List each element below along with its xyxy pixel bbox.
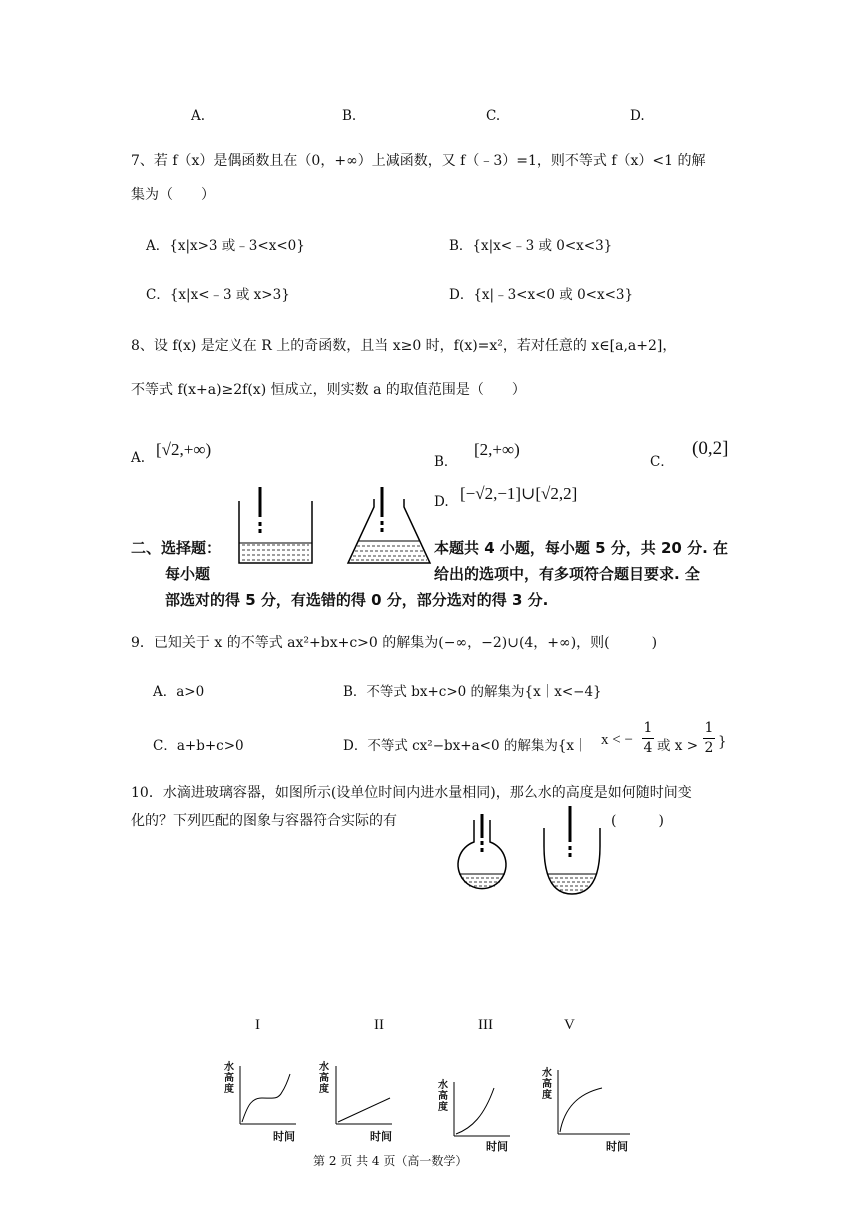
graph-label-2: II [374,1017,384,1033]
conical-flask-figure [346,487,436,569]
section-2-line2-right: 给出的选项中，有多项符合题目要求. 全 [434,565,700,583]
top-option-d: D. [630,108,645,124]
q8-stem-line1: 8、设 f(x) 是定义在 R 上的奇函数，且当 x≥0 时，f(x)=x²，若对任意的 x∈[a,a+2]， [131,338,677,354]
q7-option-b: B．{x|x<﹣3 或 0<x<3} [449,238,613,254]
q8-option-c-label: C． [650,454,674,470]
top-option-c: C. [486,108,501,124]
graph-label-4: V [564,1017,575,1033]
q8-option-b-label: B． [434,454,458,470]
graph-2-line [334,1066,394,1126]
top-option-a: A. [191,108,206,124]
page-footer: 第 2 页 共 4 页（高一数学） [313,1154,468,1168]
section-2-heading: 二、选择题： [131,539,222,557]
graph-3-y-label: 水 高 度 [438,1080,448,1113]
section-2-line1: 本题共 4 小题，每小题 5 分，共 20 分. 在 [434,539,729,557]
graph-label-3: III [478,1017,493,1033]
q8-option-b-value: [2,+∞) [474,440,520,459]
graph-2-x-label: 时间 [370,1130,392,1143]
q7-option-a: A．{x|x>3 或﹣3<x<0} [146,238,305,254]
q10-stem-line1: 10．水滴进玻璃容器，如图所示(设单位时间内进水量相同)，那么水的高度是如何随时间变 [131,785,692,801]
graph-1-x-label: 时间 [273,1130,295,1143]
top-option-b: B. [342,108,357,124]
q9-option-d-end: } [718,734,727,750]
graph-1-curve [238,1066,298,1126]
q9-frac2-numerator: 1 [704,720,714,736]
bowl-container-figure [540,806,610,898]
cylinder-container-figure [236,487,316,569]
section-2-line2-left: 每小题 [165,565,211,583]
graph-1-y-label: 水 高 度 [224,1062,234,1095]
graph-label-1: I [255,1017,260,1033]
graph-4-x-label: 时间 [606,1140,628,1153]
graph-3-x-label: 时间 [486,1140,508,1153]
graph-4-curve [556,1070,632,1136]
q9-frac2-denominator: 2 [704,740,714,756]
q9-option-d-prefix: D．不等式 cx²−bx+a<0 的解集为{x｜ [343,738,588,754]
fraction-bar [703,738,715,739]
q8-option-a-label: A. [131,450,146,466]
q9-option-c: C．a+b+c>0 [153,738,244,754]
q8-stem-line2: 不等式 f(x+a)≥2f(x) 恒成立，则实数 a 的取值范围是（ ） [131,382,526,398]
q9-frac1-numerator: 1 [643,720,653,736]
q9-option-d-mid1: x < − [601,732,633,748]
graph-4-y-label: 水 高 度 [542,1068,552,1101]
q9-option-b: B．不等式 bx+c>0 的解集为{x｜x<−4} [343,684,602,700]
graph-3-curve [452,1082,512,1138]
q8-option-a-value: [√2,+∞) [156,440,212,459]
q8-option-c-value: (0,2] [692,438,729,459]
q7-option-c: C．{x|x<﹣3 或 x>3} [146,287,290,303]
q10-answer-paren: ( ) [611,813,664,829]
q9-stem: 9．已知关于 x 的不等式 ax²+bx+c>0 的解集为(−∞，−2)∪(4，+∞)，则( ) [131,635,658,651]
q9-frac1-denominator: 4 [643,740,653,756]
q7-stem-line1: 7、若 f（x）是偶函数且在（0，+∞）上减函数，又 f（﹣3）=1，则不等式 f（x）<1 的解 [131,153,706,169]
q9-option-d-mid2: 或 x > [657,738,699,754]
q8-option-d-value: [−√2,−1]∪[√2,2] [460,484,578,503]
q7-stem-line2: 集为（ ） [131,187,215,203]
q9-option-a: A．a>0 [153,684,205,700]
fraction-bar [642,738,654,739]
q7-option-d: D．{x|﹣3<x<0 或 0<x<3} [449,287,634,303]
q10-stem-line2: 化的？下列匹配的图象与容器符合实际的有 [131,813,397,829]
q8-option-d-label: D. [434,494,449,510]
section-2-line3: 部选对的得 5 分，有选错的得 0 分，部分选对的得 3 分. [165,591,549,609]
round-flask-figure [454,814,514,896]
graph-2-y-label: 水 高 度 [319,1062,329,1095]
